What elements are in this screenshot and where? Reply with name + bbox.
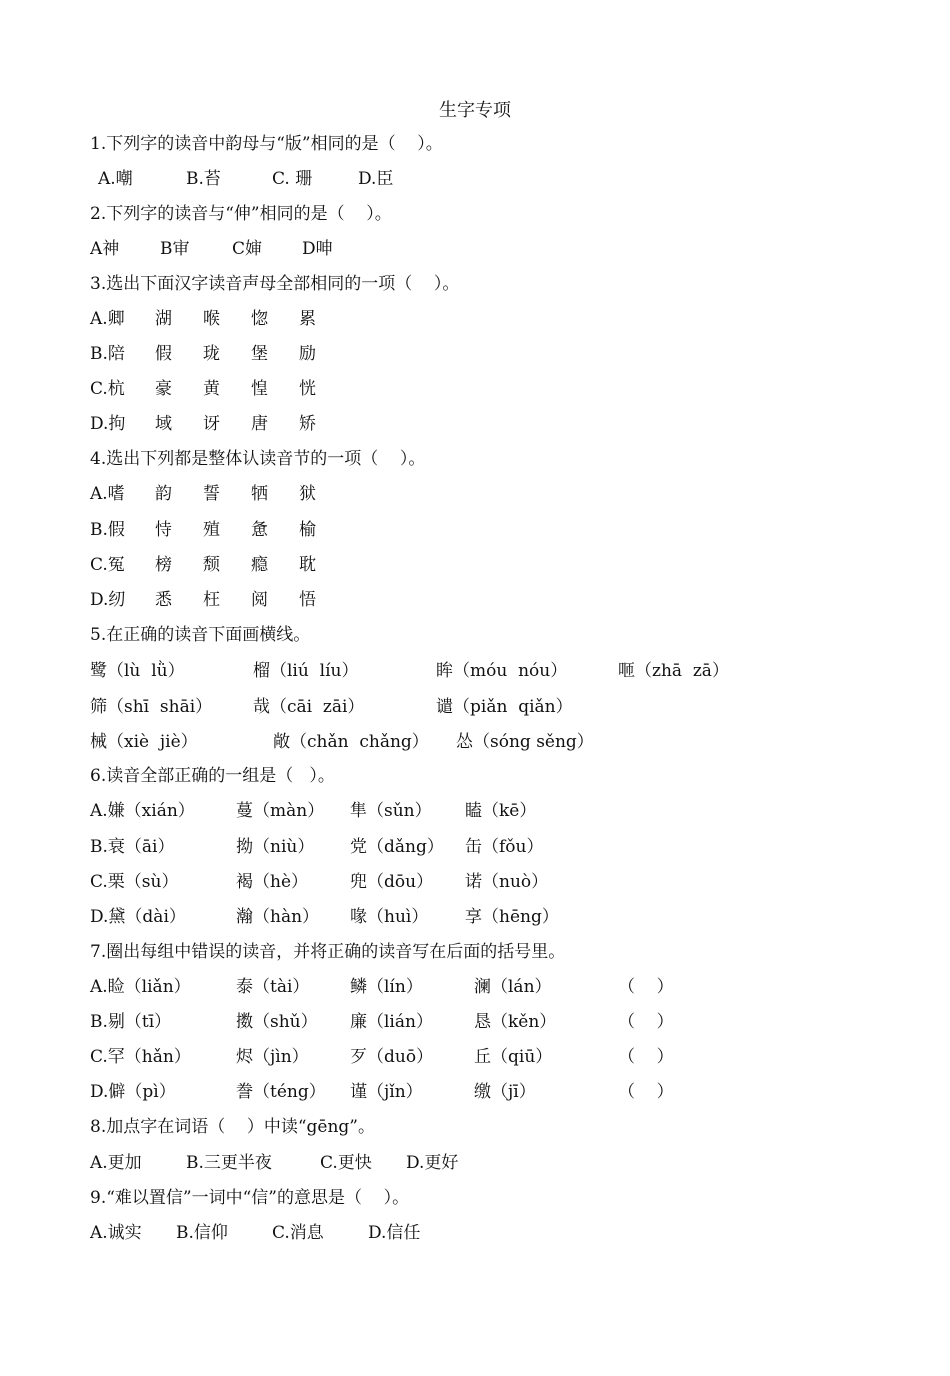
- row-cell: 域: [155, 414, 172, 434]
- question-7: 7.圈出每组中错误的读音，并将正确的读音写在后面的括号里。: [90, 942, 566, 962]
- row-cell: 励: [299, 344, 316, 364]
- row-cell: 恍: [299, 379, 316, 399]
- option: A.更加: [90, 1153, 142, 1173]
- option: A.嘲: [98, 169, 133, 189]
- pinyin-item: 蔓（màn）: [236, 801, 325, 821]
- q5-row-3: [90, 729, 594, 755]
- pinyin-item: 鳞（lín）: [350, 977, 423, 997]
- row-cell: A.嗜: [90, 484, 125, 504]
- q8-options: [90, 1150, 459, 1176]
- pinyin-item: 咂（zhā zā）: [618, 661, 729, 681]
- option: D.信任: [368, 1223, 421, 1243]
- pinyin-item: C.栗（sù）: [90, 872, 179, 892]
- pinyin-item: 谨（jǐn）: [350, 1082, 423, 1102]
- row-cell: 枉: [203, 590, 220, 610]
- pinyin-item: 党（dǎng）: [350, 837, 444, 857]
- row-cell: 瘾: [251, 555, 268, 575]
- row-cell: 榜: [155, 555, 172, 575]
- q5-row-1: [90, 658, 729, 684]
- row-cell: 假: [155, 344, 172, 364]
- row-cell: 誓: [203, 484, 220, 504]
- row-cell: 牺: [251, 484, 268, 504]
- q3-row-d: [90, 411, 316, 437]
- pinyin-item: 丘（qiū）: [474, 1047, 553, 1067]
- row-cell: 狱: [299, 484, 316, 504]
- pinyin-item: 缶（fǒu）: [465, 837, 544, 857]
- pinyin-item: 缴（jī）: [474, 1082, 536, 1102]
- pinyin-item: 怂（sóng sěng）: [456, 732, 594, 752]
- row-cell: 韵: [155, 484, 172, 504]
- row-cell: 黄: [203, 379, 220, 399]
- q6-row-d: [90, 904, 559, 930]
- q2-options: [90, 236, 333, 262]
- question-4: 4.选出下列都是整体认读音节的一项（ ）。: [90, 449, 426, 469]
- pinyin-item: 擞（shǔ）: [236, 1012, 318, 1032]
- q4-row-d: [90, 587, 316, 613]
- pinyin-item: 械（xiè jiè）: [90, 732, 198, 752]
- row-cell: 矫: [299, 414, 316, 434]
- q6-row-c: [90, 869, 549, 895]
- option: C婶: [232, 239, 263, 259]
- row-cell: D.拘: [90, 414, 126, 434]
- question-5: 5.在正确的读音下面画横线。: [90, 625, 311, 645]
- pinyin-item: D.黛（dài）: [90, 907, 186, 927]
- pinyin-item: 瀚（hàn）: [236, 907, 320, 927]
- q9-options: [90, 1220, 421, 1246]
- row-cell: C.杭: [90, 379, 125, 399]
- row-cell: 悟: [299, 590, 316, 610]
- pinyin-item: 瞌（kē）: [465, 801, 537, 821]
- q6-row-b: [90, 834, 544, 860]
- option: D呻: [302, 239, 333, 259]
- pinyin-item: 享（hēng）: [465, 907, 559, 927]
- pinyin-item: 廉（lián）: [350, 1012, 433, 1032]
- row-cell: 惫: [251, 520, 268, 540]
- row-cell: 讶: [203, 414, 220, 434]
- pinyin-item: 榴（liú líu）: [253, 661, 359, 681]
- question-6: 6.读音全部正确的一组是（ ）。: [90, 766, 335, 786]
- q4-row-a: [90, 481, 316, 507]
- pinyin-item: 喙（huì）: [350, 907, 429, 927]
- row-cell: 累: [299, 309, 316, 329]
- row-cell: 堡: [251, 344, 268, 364]
- pinyin-item: 诺（nuò）: [465, 872, 549, 892]
- q3-row-a: [90, 306, 316, 332]
- row-cell: A.卿: [90, 309, 125, 329]
- option: A.诚实: [90, 1223, 142, 1243]
- answer-blank: （ ）: [618, 977, 674, 997]
- question-3: 3.选出下面汉字读音声母全部相同的一项（ ）。: [90, 274, 460, 294]
- q4-row-b: [90, 517, 316, 543]
- row-cell: 湖: [155, 309, 172, 329]
- row-cell: 喉: [203, 309, 220, 329]
- question-9: 9.“难以置信”一词中“信”的意思是（ ）。: [90, 1188, 410, 1208]
- row-cell: 唐: [251, 414, 268, 434]
- row-cell: 恃: [155, 520, 172, 540]
- option: B.苔: [186, 169, 221, 189]
- pinyin-item: 烬（jìn）: [236, 1047, 309, 1067]
- row-cell: 珑: [203, 344, 220, 364]
- row-cell: 殖: [203, 520, 220, 540]
- option: B审: [160, 239, 190, 259]
- pinyin-item: 兜（dōu）: [350, 872, 434, 892]
- pinyin-item: A.睑（liǎn）: [90, 977, 191, 997]
- row-cell: 豪: [155, 379, 172, 399]
- page-title: 生字专项: [439, 100, 511, 121]
- question-2: 2.下列字的读音与“伸”相同的是（ ）。: [90, 204, 392, 224]
- pinyin-item: 澜（lán）: [474, 977, 552, 997]
- row-cell: 悉: [155, 590, 172, 610]
- pinyin-item: D.僻（pì）: [90, 1082, 176, 1102]
- pinyin-item: 眸（móu nóu）: [436, 661, 568, 681]
- q1-options: [90, 166, 394, 192]
- row-cell: 惶: [251, 379, 268, 399]
- question-8: 8.加点字在词语（ ）中读“gēng”。: [90, 1117, 375, 1137]
- option: A神: [90, 239, 120, 259]
- pinyin-item: 泰（tài）: [236, 977, 310, 997]
- q7-row-b: [90, 1009, 674, 1035]
- row-cell: 惚: [251, 309, 268, 329]
- pinyin-item: 鹭（lù lǜ）: [90, 661, 185, 681]
- q5-row-2: [90, 694, 573, 720]
- q7-row-d: [90, 1079, 674, 1105]
- q6-row-a: [90, 798, 537, 824]
- pinyin-item: 恳（kěn）: [474, 1012, 557, 1032]
- row-cell: 阅: [251, 590, 268, 610]
- q7-row-c: [90, 1044, 674, 1070]
- q4-row-c: [90, 552, 316, 578]
- option: C. 珊: [272, 169, 313, 189]
- option: C.更快: [320, 1153, 372, 1173]
- row-cell: 榆: [299, 520, 316, 540]
- pinyin-item: C.罕（hǎn）: [90, 1047, 191, 1067]
- row-cell: B.假: [90, 520, 125, 540]
- q7-row-a: [90, 974, 674, 1000]
- pinyin-item: 拗（niù）: [236, 837, 315, 857]
- q3-row-b: [90, 341, 316, 367]
- q3-row-c: [90, 376, 316, 402]
- pinyin-item: 筛（shī shāi）: [90, 697, 213, 717]
- row-cell: D.纫: [90, 590, 126, 610]
- pinyin-item: 谴（piǎn qiǎn）: [436, 697, 573, 717]
- pinyin-item: 哉（cāi zāi）: [253, 697, 365, 717]
- option: B.三更半夜: [186, 1153, 272, 1173]
- answer-blank: （ ）: [618, 1047, 674, 1067]
- pinyin-item: B.剔（tī）: [90, 1012, 172, 1032]
- question-1: 1.下列字的读音中韵母与“版”相同的是（ ）。: [90, 134, 443, 154]
- answer-blank: （ ）: [618, 1082, 674, 1102]
- pinyin-item: 隼（sǔn）: [350, 801, 432, 821]
- option: D.臣: [358, 169, 394, 189]
- pinyin-item: A.嫌（xián）: [90, 801, 195, 821]
- answer-blank: （ ）: [618, 1012, 674, 1032]
- row-cell: B.陪: [90, 344, 125, 364]
- pinyin-item: B.衰（āi）: [90, 837, 175, 857]
- row-cell: C.冤: [90, 555, 125, 575]
- row-cell: 耽: [299, 555, 316, 575]
- pinyin-item: 敞（chǎn chǎng）: [273, 732, 429, 752]
- option: C.消息: [272, 1223, 324, 1243]
- option: D.更好: [406, 1153, 459, 1173]
- pinyin-item: 誊（téng）: [236, 1082, 326, 1102]
- pinyin-item: 褐（hè）: [236, 872, 309, 892]
- pinyin-item: 歹（duō）: [350, 1047, 434, 1067]
- row-cell: 颓: [203, 555, 220, 575]
- option: B.信仰: [176, 1223, 228, 1243]
